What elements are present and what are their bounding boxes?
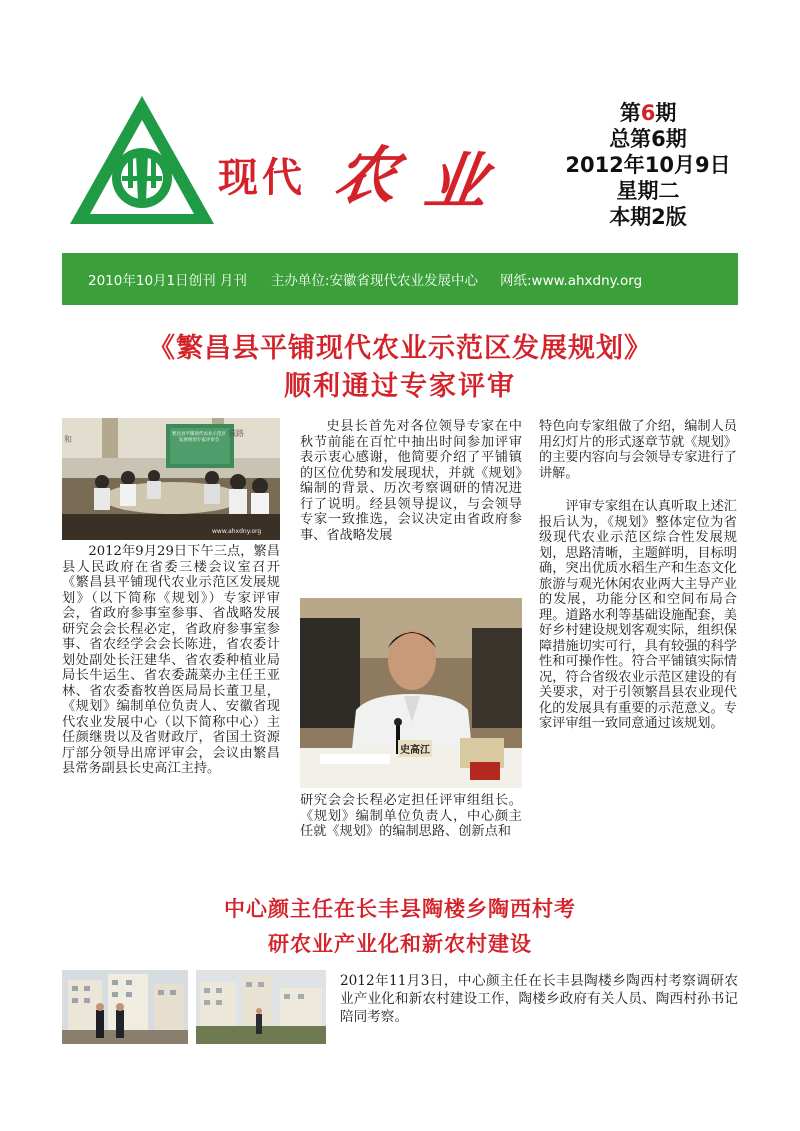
article1-column1 xyxy=(62,544,280,777)
meeting-photo xyxy=(62,418,280,540)
sponsor-text: 主办单位:安徽省现代农业发展中心 xyxy=(270,273,478,289)
article2-body-text: 2012年11月3日，中心颜主任在长丰县陶楼乡陶西村考察调研农业产业化和新农村建设工作，陶楼乡政府有关人员、陶西村孙书记陪同考察。 xyxy=(340,973,738,1025)
article1-col3-p2: 评审专家组在认真听取上述汇报后认为，《规划》整体定位为省级现代农业示范区综合性发展规划，思路清晰，主题鲜明，目标明确，突出优质水稻生产和生态文化旅游与观光休闲农业两大主导产业的发展，功能分区和空间布局合理。道路水利等基础设施配套，美好乡村建设规划客观实际，组织保障措施切实可行，具有较强的科学性和可操作性。符合平铺镇实际情况，符合省级农业示范区建设的有关要求，对于引领繁昌县农业现代化的发展具有重要的示范意义。专家评审组一致同意通过该规划。 xyxy=(539,499,737,731)
speaker-photo-image xyxy=(300,598,522,788)
info-banner xyxy=(62,253,738,305)
issue-info xyxy=(548,100,748,230)
village-photo-1-image xyxy=(62,970,188,1044)
photo1-screen-text: 繁昌县平铺现代农业示范区发展规划专家评审会 xyxy=(172,432,226,443)
article1-col2-bottom-text: 研究会会长程必定担任评审组组长。《规划》编制单位负责人，中心颜主任就《规划》的编制思路、创新点和 xyxy=(300,793,522,839)
total-issue: 总第6期 xyxy=(609,127,687,151)
article2-headline-line1: 中心颜主任在长丰县陶楼乡陶西村考 xyxy=(224,897,576,921)
issue-date: 2012年10月9日 xyxy=(565,153,731,177)
article2-body xyxy=(340,972,738,1026)
article1-headline-line1: 《繁昌县平铺现代农业示范区发展规划》 xyxy=(148,333,652,364)
speaker-photo xyxy=(300,598,522,788)
article1-column3 xyxy=(539,419,737,732)
village-photo-2 xyxy=(196,970,326,1044)
article1-column2-bottom xyxy=(300,793,522,840)
photo1-sign-left: 和 xyxy=(64,435,72,444)
article1-col2-top-text: 史县长首先对各位领导专家在中秋节前能在百忙中抽出时间参加评审表示衷心感谢，他简要介绍了平铺镇的区位优势和发展现状，并就《规划》编制的背景、历次考察调研的情况进行了说明。经县领导提议，与会领导专家一致推选，会议决定由省政府参事、省战略发展 xyxy=(300,419,522,543)
issue-edition: 本期2版 xyxy=(609,205,687,229)
photo1-watermark: www.ahxdny.org xyxy=(212,528,262,535)
masthead-title xyxy=(218,128,528,218)
issue-weekday: 星期二 xyxy=(616,179,680,203)
title-industry: 业 xyxy=(420,145,493,218)
meeting-photo-image xyxy=(62,418,280,540)
logo-emblem-icon xyxy=(66,92,218,230)
village-photo-2-image xyxy=(196,970,326,1044)
photo1-sign-right: 城路 xyxy=(228,429,244,438)
article1-col3-p1: 特色向专家组做了介绍，编制人员用幻灯片的形式逐章节就《规划》的主要内容向与会领导专家进行了讲解。 xyxy=(539,419,737,481)
article1-column2-top xyxy=(300,419,522,543)
issue-number: 第6期 xyxy=(619,101,677,125)
founded-text: 2010年10月1日创刊 月刊 xyxy=(88,273,247,289)
title-modern: 现代 xyxy=(218,155,306,201)
article2-headline-line2: 研农业产业化和新农村建设 xyxy=(268,932,532,956)
title-agri: 农 xyxy=(330,139,403,212)
logo xyxy=(66,92,218,230)
village-photo-1 xyxy=(62,970,188,1044)
article1-col1-text: 2012年9月29日下午三点，繁昌县人民政府在省委三楼会议室召开《繁昌县平铺现代农业示范区发展规划》（以下简称《规划》）专家评审会，省政府参事室参事、省战略发展研究会会长程必定，省政府参事室参事、省农经学会会长陈进，省农委计划处副处长汪建华、省农委种植业局局长牛运生、省农委蔬菜办主任王亚林、省农委畜牧兽医局局长董卫星，《规划》编制单位负责人、安徽省现代农业发展中心（以下简称中心）主任颜继贵以及省财政厅，省国土资源厅部分领导出席评审会，会议由繁昌县常务副县长史高江主持。 xyxy=(62,544,280,776)
speaker-nameplate: 史高江 xyxy=(398,740,432,757)
website-text: 网纸:www.ahxdny.org xyxy=(499,273,643,289)
article1-headline-line2: 顺利通过专家评审 xyxy=(284,371,516,402)
